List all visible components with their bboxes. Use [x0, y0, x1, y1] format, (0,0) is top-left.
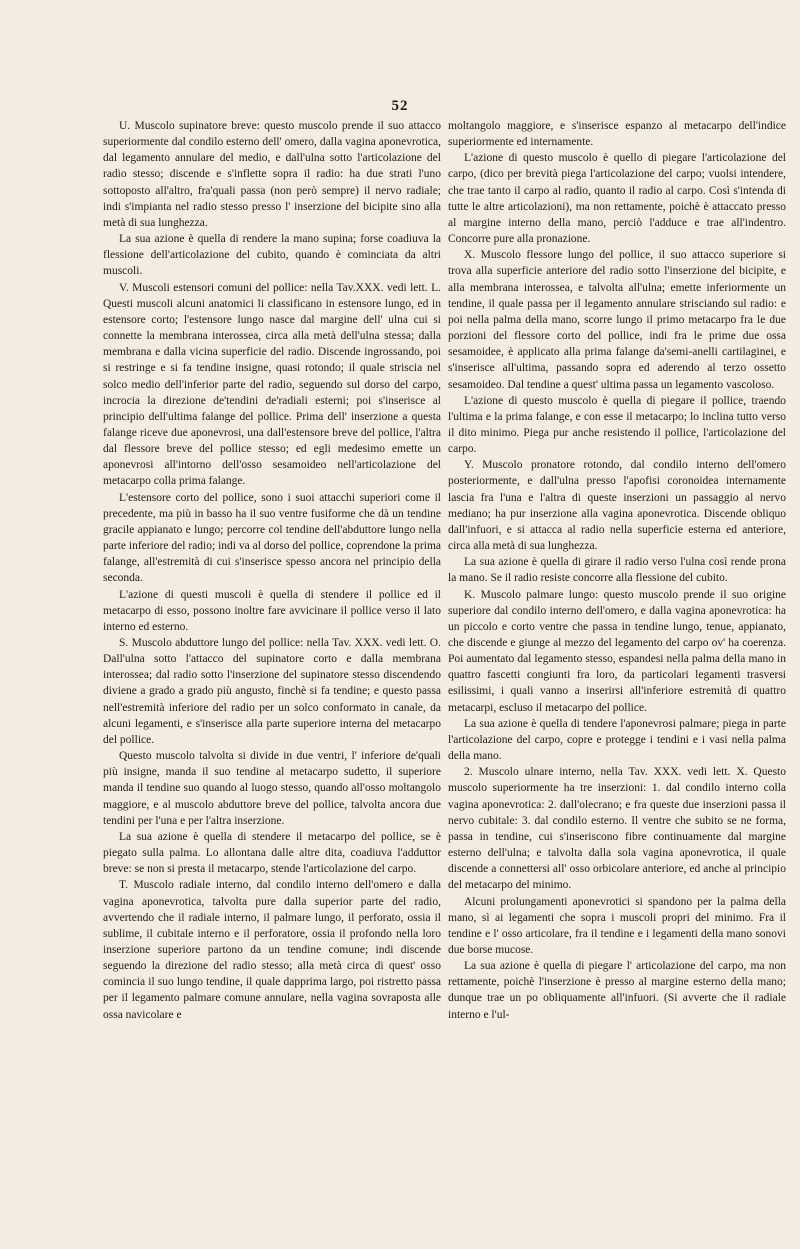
- paragraph: K. Muscolo palmare lungo: questo muscolo prende il suo origine superiore dal condilo interno dell'omero, e dalla vagina aponevrotica: ha un piccolo e corto ventre che passa in tendine lungo, tenue, appianato, che discende e giunge al mezzo del legamento del carpo ov' ha coerenza. Poi aumentato dal legamento stesso, espandesi nella palma della mano in quattro fascetti congiunti fra loro, da particolari legamenti trasversi esilissimi, i quali vanno a inserirsi all'inferiore estremità di quattro metacarpi, escluso il metacarpo del pollice.: [448, 588, 786, 714]
- right-column: [448, 118, 786, 1023]
- paragraph: L'azione di questi muscoli è quella di stendere il pollice ed il metacarpo di esso, possono inoltre fare avvicinare il pollice verso il lato interno ed esterno.: [103, 588, 441, 633]
- paragraph: La sua azione è quella di tendere l'aponevrosi palmare; piega in parte l'articolazione del carpo, copre e protegge i tendini e i vasi nella palma della mano.: [448, 717, 786, 763]
- paragraph: T. Muscolo radiale interno, dal condilo interno dell'omero e dalla vagina aponevrotica, talvolta pure dalla superior parte del radio, avvertendo che il radiale interno, il palmare lungo, il perforato, ossia il sublime, il cubitale interno e il perforatore, ossia il profondo nella loro inserzione superiore partono da un tendine comune; indi discende seguendo la direzione del radio stesso; alla metà circa di quest' osso comincia il suo lungo tendine, il quale dapprima largo, poi ristretto passa per il legamento palmare comune annulare, nella vagina sovraposta alle ossa navicolare e: [103, 879, 441, 1021]
- paragraph: L'estensore corto del pollice, sono i suoi attacchi superiori come il precedente, ma più in basso ha il suo ventre fusiforme che dà un tendine gracile appianato e lungo; percorre col tendine dell'abduttore lungo nella parte inferiore del radio; indi va al dorso del pollice, coprendone la prima falange, all'estremità di cui s'inserisce spesso ancora nel principio della seconda.: [103, 491, 441, 585]
- paragraph: L'azione di questo muscolo è quello di piegare l'articolazione del carpo, (dico per brevità piega l'articolazione del carpo; vuolsi intendere, che trae tanto il carpo al radio, quanto il radio al carpo. Così s'intenda di tutte le altre articolazioni), ma non rettamente, poichè è attaccato presso al margine interno della mano, perciò l'adduce e trae all'indentro. Concorre pure alla pronazione.: [448, 152, 786, 246]
- paragraph: La sua azione è quella di girare il radio verso l'ulna così rende prona la mano. Se il radio resiste concorre alla flessione del cubito.: [448, 556, 786, 585]
- paragraph: Alcuni prolungamenti aponevrotici si spandono per la palma della mano, sì ai legamenti che sopra i muscoli propri del minimo. Fra il tendine e l' osso articolare, fra il tendine e i legamenti della mano sonovi due borse mucose.: [448, 895, 786, 956]
- paragraph: L'azione di questo muscolo è quella di piegare il pollice, traendo l'ultima e la prima falange, e con esse il metacarpo; lo inclina tutto verso il dito minimo. Piega pur anche resistendo il pollice, l'articolazione del carpo.: [448, 394, 786, 456]
- paragraph: Y. Muscolo pronatore rotondo, dal condilo interno dell'omero posteriormente, e dall'ulna presso l'apofisi coronoidea internamente lascia fra l'una e l'altra di queste inserzioni un passaggio al nervo mediano; ha pur inserzione alla vagina aponevrotica. Discende obliquo dall'infuori, e si attacca al radio nella superficie esterna ed anteriore, circa alla metà di sua lunghezza.: [448, 459, 786, 553]
- paragraph: 2. Muscolo ulnare interno, nella Tav. XXX. vedi lett. X. Questo muscolo superiormente ha tre inserzioni: 1. dal condilo interno colla vagina aponevrotica: 2. dall'olecrano; e fra queste due inserzioni passa il nervo cubitale: 3. dal condilo esterno. Il ventre che subito se ne forma, passa in tendine, cui s'inseriscono fibre continuamente dal margine esterno dell'ulna; e talvolta dalla sola vagina aponevrotica, il quale discende a connettersi all' osso orbicolare anteriore, ed anche al principio del metacarpo del minimo.: [448, 766, 786, 892]
- paragraph: U. Muscolo supinatore breve: questo muscolo prende il suo attacco superiormente dal condilo esterno dell' omero, dalla vagina aponevrotica, dal legamento annulare del medio, e dall'ulna sotto l'articolazione del radio stesso; discende e s'inflette sopra il radio: ha due strati l'uno sottoposto all'altro, fra'quali passa (non però sempre) il nervo radiale; indi s'impianta nel radio stesso presso l' inserzione del bicipite sino alla metà di sua lunghezza.: [103, 120, 441, 229]
- paragraph: La sua azione è quella di stendere il metacarpo del pollice, se è piegato sulla palma. Lo allontana dalle altre dita, coadiuva l'adduttor breve: se non si presta il metacarpo, stende l'articolazione del carpo.: [103, 830, 441, 876]
- paragraph: moltangolo maggiore, e s'inserisce espanzo al metacarpo dell'indice superiormente ed internamente.: [448, 120, 786, 149]
- left-column: [103, 118, 441, 1023]
- paragraph: V. Muscoli estensori comuni del pollice: nella Tav.XXX. vedi lett. L. Questi muscoli alcuni anatomici li classificano in estensore lungo, ed in estensore corto; l'estensore lungo nasce dal margine dell' ulna cui si connette la membrana interossea, circa alla metà dell'ulna stessa; dalla membrana e dalla vicina superficie del radio. Discende ingrossando, poi si restringe e si fa tendine insigne, quasi rotondo; il quale striscia nel solco medio dell'inferior parte del radio, seguendo sul dorso del carpo, incrocia la direzione de'tendini de'radiali esterni; poi s'inserisce al principio dell'ultima falange del pollice. Prima dell' inserzione a questa falange riceve due aponevrosi, una dall'estensore breve del pollice, l'altra dal flessore breve del pollice stesso; ed egli medesimo emette un aponevrosi all'intorno dell'osso sesamoideo nell'articolazione del metacarpo colla prima falange.: [103, 281, 441, 488]
- paragraph: La sua azione è quella di rendere la mano supina; forse coadiuva la flessione dell'articolazione del cubito, quando è cominciata da altri muscoli.: [103, 233, 441, 278]
- paragraph: Questo muscolo talvolta si divide in due ventri, l' inferiore de'quali più insigne, manda il suo tendine al metacarpo sudetto, il superiore manda il tendine suo quando al luogo stesso, quando all'osso moltangolo maggiore, e al muscolo abduttore breve del pollice, talvolta ancora due tendini per l'una e per l'altra inserzione.: [103, 750, 441, 827]
- paragraph: X. Muscolo flessore lungo del pollice, il suo attacco superiore si trova alla superficie anteriore del radio sotto l'inserzione del bicipite, e alla membrana interossea, e talvolta all'ulna; emette inferiormente un tendine, il quale passa per il legamento annulare strisciando sul radio: e poi nella palma della mano, scorre lungo il primo metacarpo fra le due porzioni del flessore corto del pollice, indi fra le prime due ossa sesamoidee, è applicato alla prima falange da'semi-anelli cartilaginei, e s'inserisce all'ultima, passando sopra ed aderendo al terzo ossetto sesamoideo. Dal tendine a quest' ultima passa un legamento vascoloso.: [448, 249, 786, 391]
- page-number: 52: [391, 98, 409, 114]
- paragraph: S. Muscolo abduttore lungo del pollice: nella Tav. XXX. vedi lett. O. Dall'ulna sotto l'attacco del supinatore corto e dalla membrana interossea; dal radio sotto l'inserzione del supinatore stesso discendendo diviene a grado a grado più angusto, finchè si fa tendine; e questo passa nell'estremità inferiore del radio per un solco conformato in canale, da alcuni legamenti, e s'inserisce alla parte superiore interna del metacarpo del pollice.: [103, 637, 441, 746]
- paragraph: La sua azione è quella di piegare l' articolazione del carpo, ma non rettamente, poichè l'inserzione è presso al margine esterno della mano; dunque trae un po obliquamente all'infuori. (Si avverte che il radiale interno e l'ul-: [448, 960, 786, 1021]
